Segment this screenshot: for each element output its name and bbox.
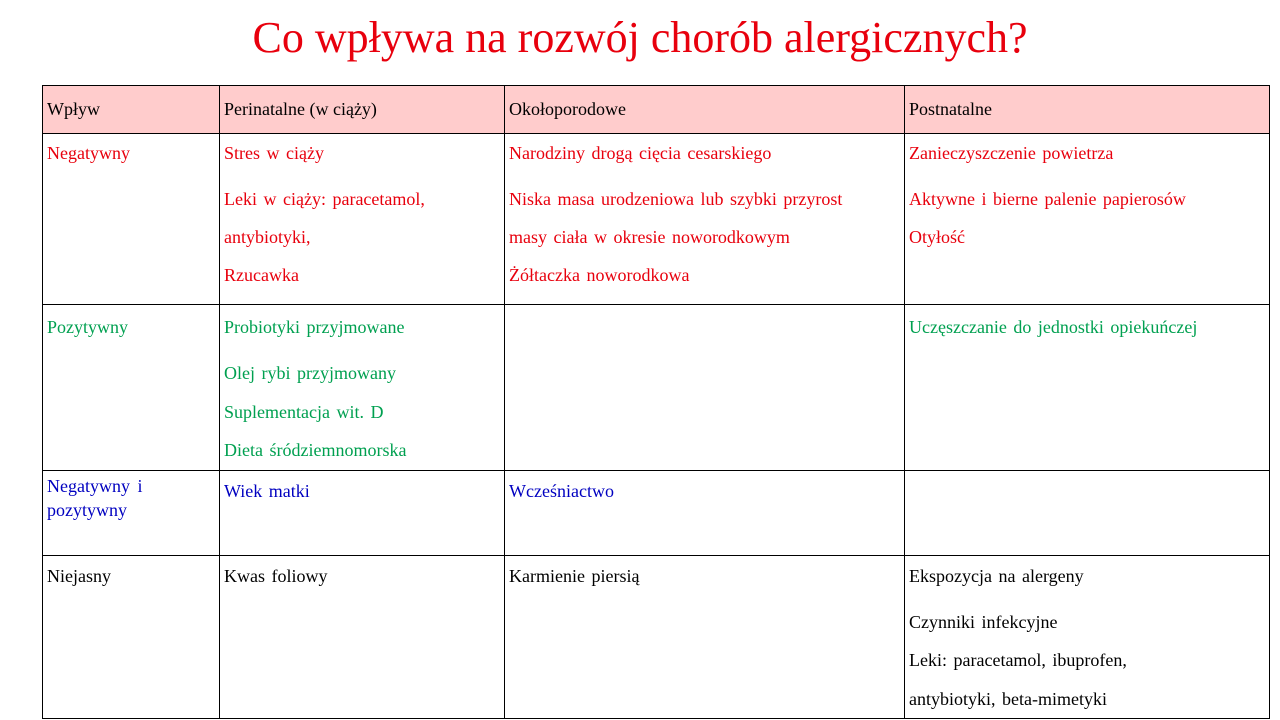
cell-item: masy ciała w okresie noworodkowym [509,227,790,247]
table-row-positive [43,305,1270,471]
cell-negative-perinatal-delivery [505,134,905,305]
cell-item: Wcześniactwo [509,480,614,501]
row-label-text: Niejasny [47,565,111,586]
cell-unclear-perinatal-delivery [505,555,905,719]
header-cell-wplyw: Wpływ [43,86,220,134]
cell-item: antybiotyki, beta-mimetyki [909,688,1107,709]
row-label-text: pozytywny [47,499,127,520]
cell-item: Aktywne i bierne palenie papierosów [909,189,1186,209]
cell-unclear-postnatal [905,555,1270,719]
table-row-negative [43,134,1270,305]
row-label-negative [43,134,220,305]
cell-item: Leki: paracetamol, ibuprofen, [909,650,1127,670]
cell-positive-perinatal [220,305,505,471]
cell-item: Kwas foliowy [224,565,328,586]
cell-positive-perinatal-delivery [505,305,905,471]
cell-mixed-postnatal [905,470,1270,555]
cell-item: Probiotyki przyjmowane [224,317,405,337]
cell-mixed-perinatal-delivery [505,470,905,555]
header-cell-postnatal: Postnatalne [905,86,1270,134]
cell-item: Niska masa urodzeniowa lub szybki przyrost [509,189,843,209]
cell-item: Karmienie piersią [509,565,640,586]
table-row-unclear [43,555,1270,719]
cell-item: Wiek matki [224,480,310,501]
row-label-unclear [43,555,220,719]
cell-item: Ekspozycja na alergeny [909,565,1084,586]
header-cell-perinatal: Perinatalne (w ciąży) [220,86,505,134]
cell-item: Zanieczyszczenie powietrza [909,143,1114,163]
cell-item: Dieta śródziemnomorska [224,440,407,460]
cell-unclear-perinatal [220,555,505,719]
cell-item: Żółtaczka noworodkowa [509,265,690,285]
cell-item: Olej rybi przyjmowany [224,363,396,383]
cell-negative-postnatal [905,134,1270,305]
header-cell-perinatal-delivery: Okołoporodowe [505,86,905,134]
row-label-mixed [43,470,220,555]
row-label-text: Negatywny i [47,475,143,496]
cell-item: Leki w ciąży: paracetamol, [224,189,425,209]
cell-item: Suplementacja wit. D [224,401,384,422]
row-label-text: Negatywny [47,143,130,163]
factors-table [42,85,1270,719]
table-header-row [43,86,1270,134]
cell-item: Narodziny drogą cięcia cesarskiego [509,143,772,163]
cell-item: Rzucawka [224,265,299,285]
row-label-text: Pozytywny [47,317,128,337]
cell-positive-postnatal [905,305,1270,471]
row-label-positive [43,305,220,471]
cell-item: antybiotyki, [224,227,311,247]
cell-mixed-perinatal [220,470,505,555]
table-row-mixed [43,470,1270,555]
cell-item: Otyłość [909,227,965,247]
cell-negative-perinatal [220,134,505,305]
cell-item: Czynniki infekcyjne [909,611,1058,632]
cell-item: Stres w ciąży [224,143,324,163]
slide-title: Co wpływa na rozwój chorób alergicznych? [252,13,1028,62]
cell-item: Uczęszczanie do jednostki opiekuńczej [909,317,1198,337]
